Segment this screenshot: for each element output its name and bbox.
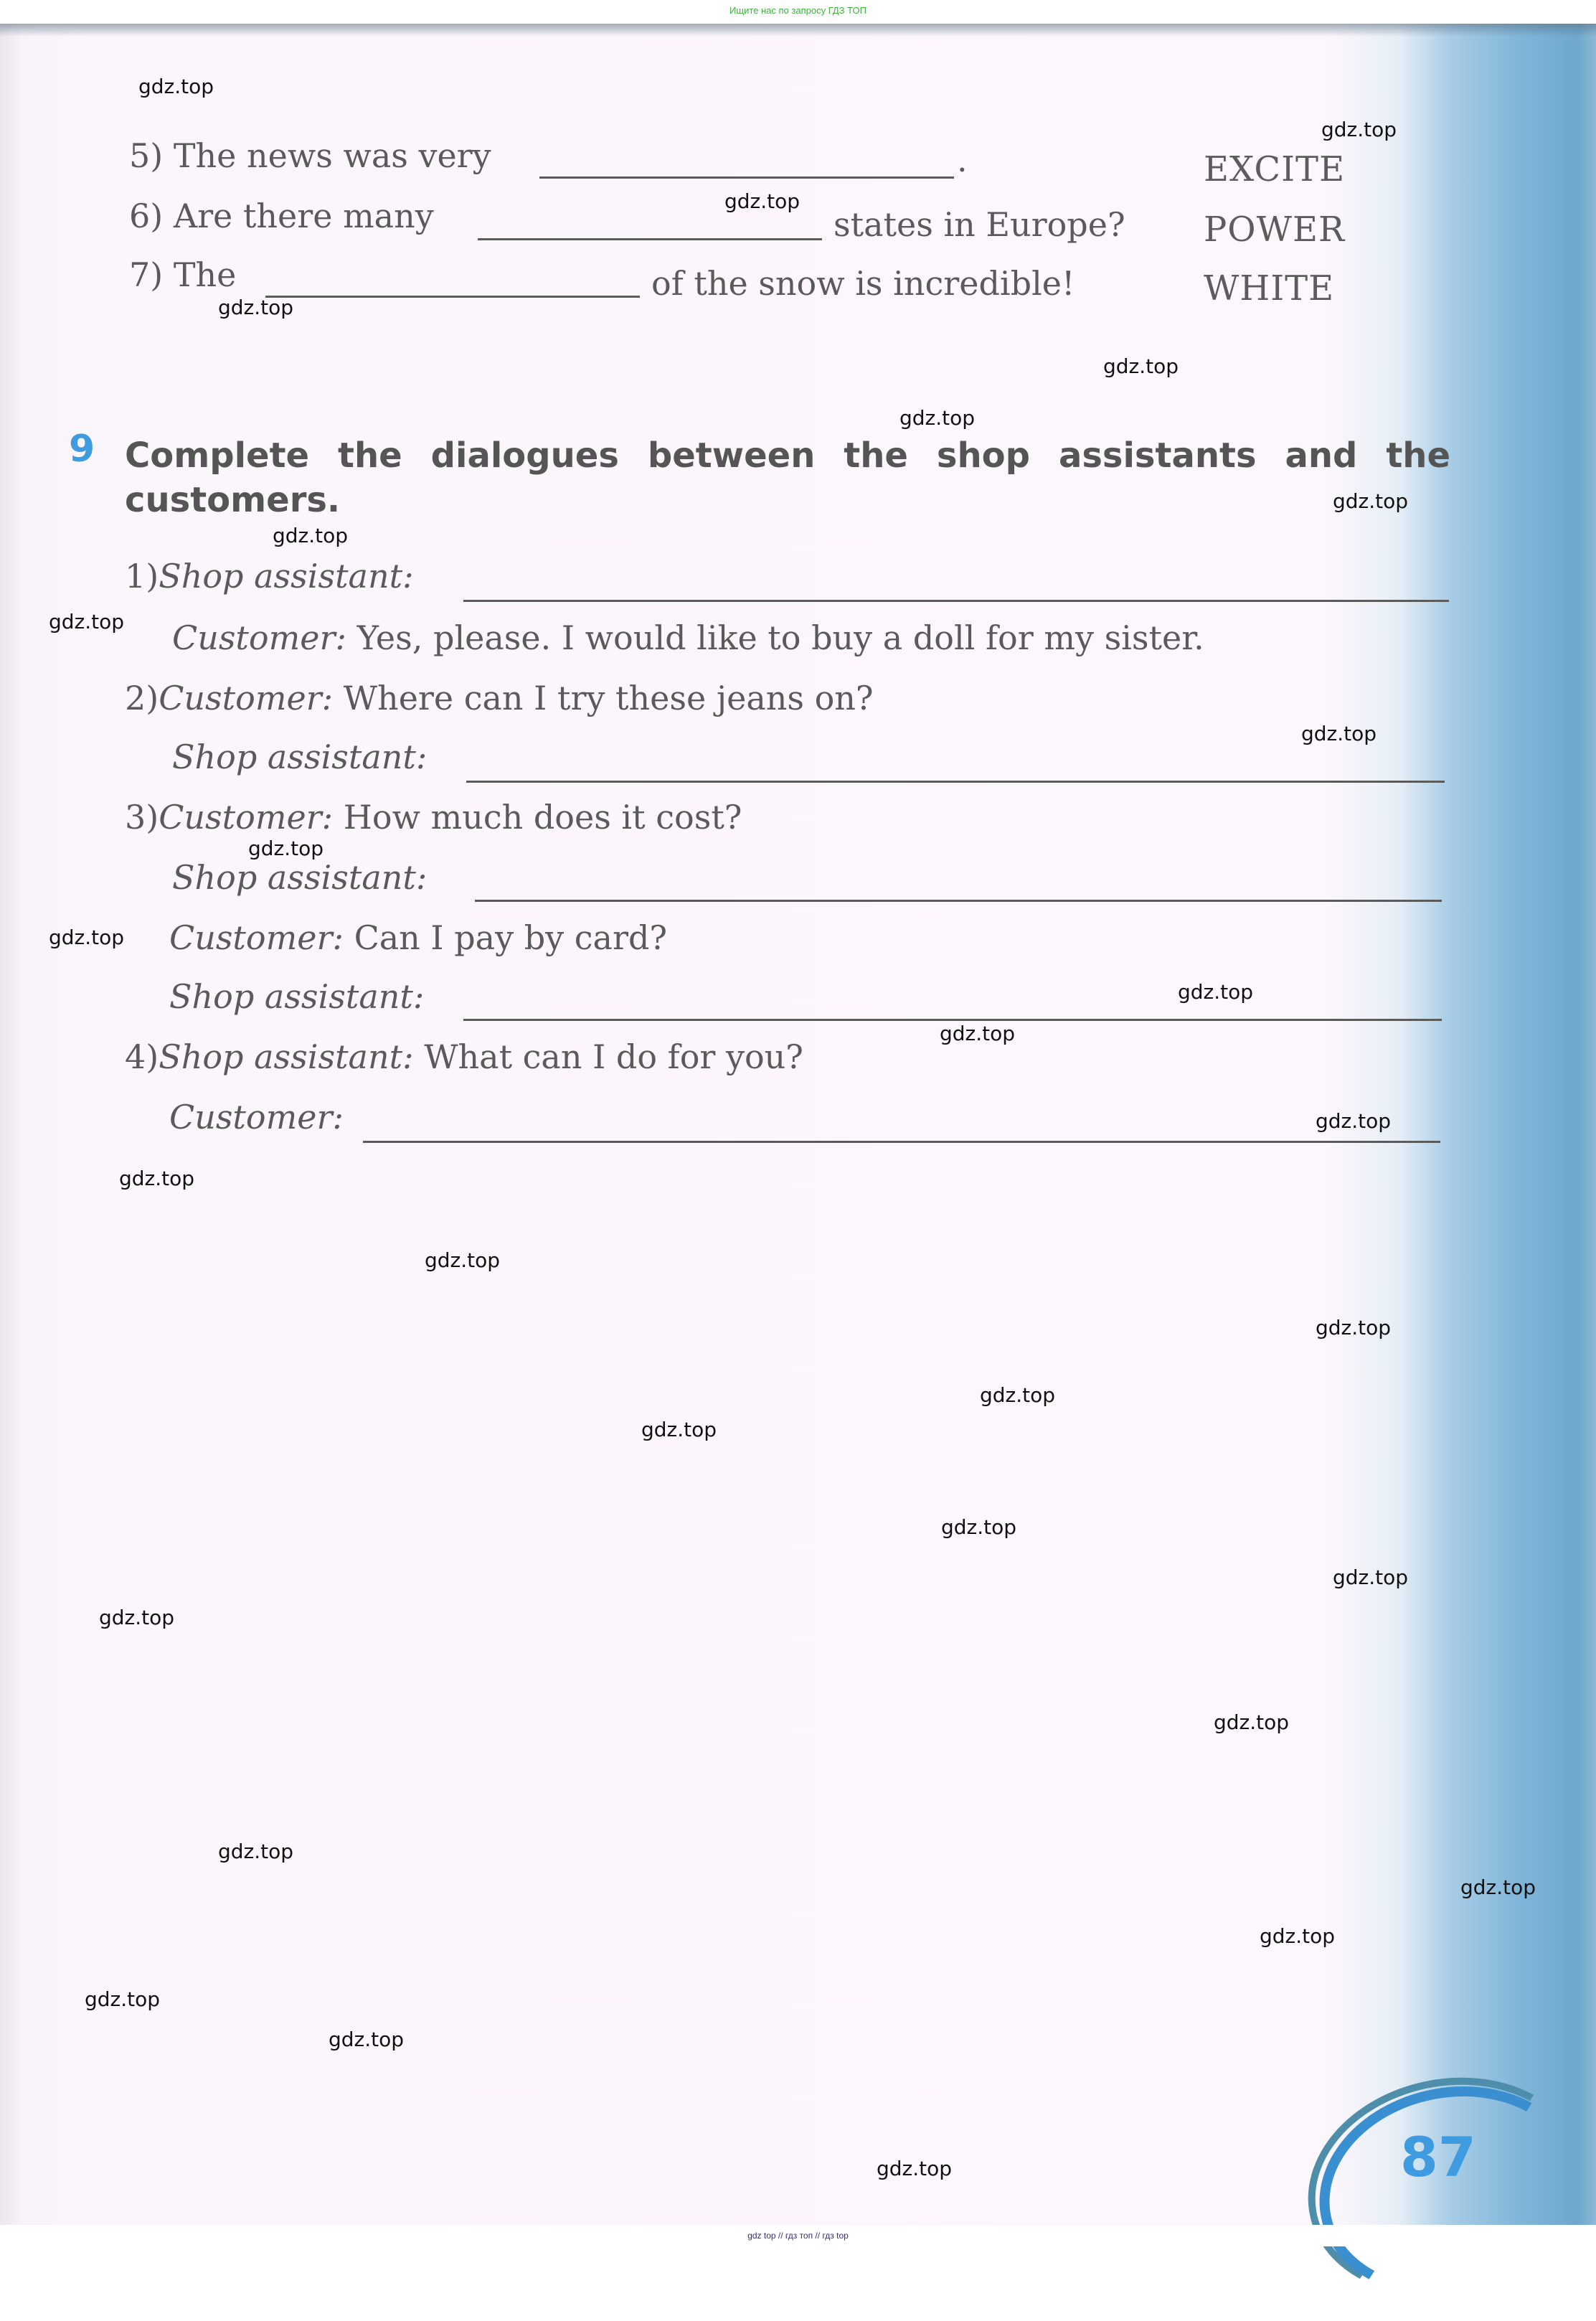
answer-blank-5[interactable]	[539, 176, 954, 179]
dialogue-text: Can I pay by card?	[354, 918, 668, 957]
dialogue-4-line-2	[169, 1098, 344, 1136]
exercise-number: 9	[69, 428, 95, 471]
watermark-text: gdz.top	[218, 296, 294, 319]
answer-blank-d4-customer[interactable]	[363, 1141, 1440, 1143]
watermark-text: gdz.top	[1460, 1875, 1536, 1899]
speaker-label: Shop assistant:	[172, 738, 428, 776]
item-number: 7)	[129, 255, 164, 294]
item-text-before: The	[173, 255, 237, 294]
keyword-white: WHITE	[1204, 268, 1335, 309]
watermark-text: gdz.top	[329, 2028, 405, 2051]
speaker-label: Customer:	[169, 918, 344, 957]
watermark-text: gdz.top	[138, 75, 214, 98]
watermark-text: gdz.top	[248, 837, 324, 860]
watermark-text: gdz.top	[1316, 1316, 1392, 1340]
answer-blank-d3-shop-assistant-2[interactable]	[463, 1019, 1442, 1021]
watermark-text: gdz.top	[218, 1840, 294, 1863]
watermark-text: gdz.top	[1260, 1924, 1336, 1948]
dialogue-3-line-4	[169, 977, 424, 1016]
watermark-text: gdz.top	[1321, 118, 1397, 141]
answer-blank-d3-shop-assistant-1[interactable]	[475, 900, 1442, 902]
dialogue-text: Yes, please. I would like to buy a doll for my sister.	[356, 618, 1204, 657]
watermark-text: gdz.top	[1333, 489, 1409, 513]
speaker-label: Customer:	[169, 1098, 344, 1136]
dialogue-2-line-1	[125, 679, 874, 717]
speaker-label: Customer:	[159, 679, 334, 717]
speaker-label: Shop assistant:	[172, 858, 428, 897]
item-text-before: The news was very	[173, 136, 491, 175]
top-banner-text: Ищите нас по запросу ГДЗ ТОП	[729, 5, 867, 16]
keyword-power: POWER	[1204, 209, 1346, 250]
watermark-text: gdz.top	[1178, 980, 1254, 1004]
answer-blank-7[interactable]	[265, 296, 640, 298]
page-number: 87	[1400, 2125, 1476, 2189]
speaker-label: Shop assistant:	[169, 977, 425, 1016]
speaker-label: Shop assistant:	[159, 557, 414, 595]
speaker-label: Customer:	[159, 798, 334, 837]
watermark-text: gdz.top	[877, 2157, 953, 2180]
dialogue-text: How much does it cost?	[343, 798, 742, 837]
bottom-banner-text: gdz top // гдз топ // гдз top	[747, 2231, 849, 2241]
item-text-after: of the snow is incredible!	[651, 264, 1075, 303]
item-text-after: .	[957, 141, 968, 179]
dialogue-2-line-2	[172, 738, 427, 776]
dialogue-text: What can I do for you?	[424, 1037, 803, 1076]
exercise-item-6	[129, 197, 434, 235]
exercise-instructions: Complete the dialogues between the shop assistants and the customers.	[125, 436, 1450, 520]
watermark-text: gdz.top	[899, 406, 976, 430]
watermark-text: gdz.top	[85, 1987, 161, 2011]
watermark-text: gdz.top	[1316, 1109, 1392, 1133]
speaker-label: Customer:	[172, 618, 346, 657]
bottom-banner	[0, 2225, 1596, 2246]
watermark-text: gdz.top	[1214, 1710, 1290, 1734]
watermark-text: gdz.top	[273, 524, 349, 547]
watermark-text: gdz.top	[119, 1167, 195, 1190]
watermark-text: gdz.top	[941, 1515, 1017, 1539]
dialogue-1-line-2	[172, 618, 1204, 657]
watermark-text: gdz.top	[1301, 722, 1377, 745]
watermark-text: gdz.top	[1103, 354, 1179, 378]
watermark-text: gdz.top	[425, 1248, 501, 1272]
watermark-text: gdz.top	[49, 926, 125, 949]
answer-blank-6[interactable]	[478, 238, 822, 240]
watermark-text: gdz.top	[1333, 1566, 1409, 1589]
dialogue-number: 3)	[125, 798, 159, 837]
answer-blank-d2-shop-assistant[interactable]	[466, 781, 1445, 783]
page-edge-shadow	[0, 24, 1596, 37]
watermark-text: gdz.top	[940, 1022, 1016, 1045]
dialogue-text: Where can I try these jeans on?	[343, 679, 874, 717]
exercise-item-7	[129, 255, 236, 294]
exercise-item-5	[129, 136, 491, 175]
dialogue-1-line-1	[125, 557, 414, 595]
watermark-text: gdz.top	[99, 1606, 175, 1629]
watermark-text: gdz.top	[980, 1383, 1056, 1407]
dialogue-3-line-3	[169, 918, 667, 957]
keyword-excite: EXCITE	[1204, 149, 1346, 189]
watermark-text: gdz.top	[49, 610, 125, 634]
item-text-after: states in Europe?	[834, 205, 1125, 244]
item-number: 5)	[129, 136, 164, 175]
watermark-text: gdz.top	[641, 1418, 717, 1441]
answer-blank-d1-shop-assistant[interactable]	[463, 600, 1449, 602]
dialogue-4-line-1	[125, 1037, 803, 1076]
item-number: 6)	[129, 197, 164, 235]
dialogue-3-line-1	[125, 798, 742, 837]
dialogue-number: 1)	[125, 557, 159, 595]
dialogue-3-line-2	[172, 858, 427, 897]
speaker-label: Shop assistant:	[159, 1037, 414, 1076]
watermark-text: gdz.top	[724, 189, 801, 213]
top-banner	[0, 0, 1596, 24]
dialogue-number: 2)	[125, 679, 159, 717]
dialogue-number: 4)	[125, 1037, 159, 1076]
item-text-before: Are there many	[173, 197, 434, 235]
